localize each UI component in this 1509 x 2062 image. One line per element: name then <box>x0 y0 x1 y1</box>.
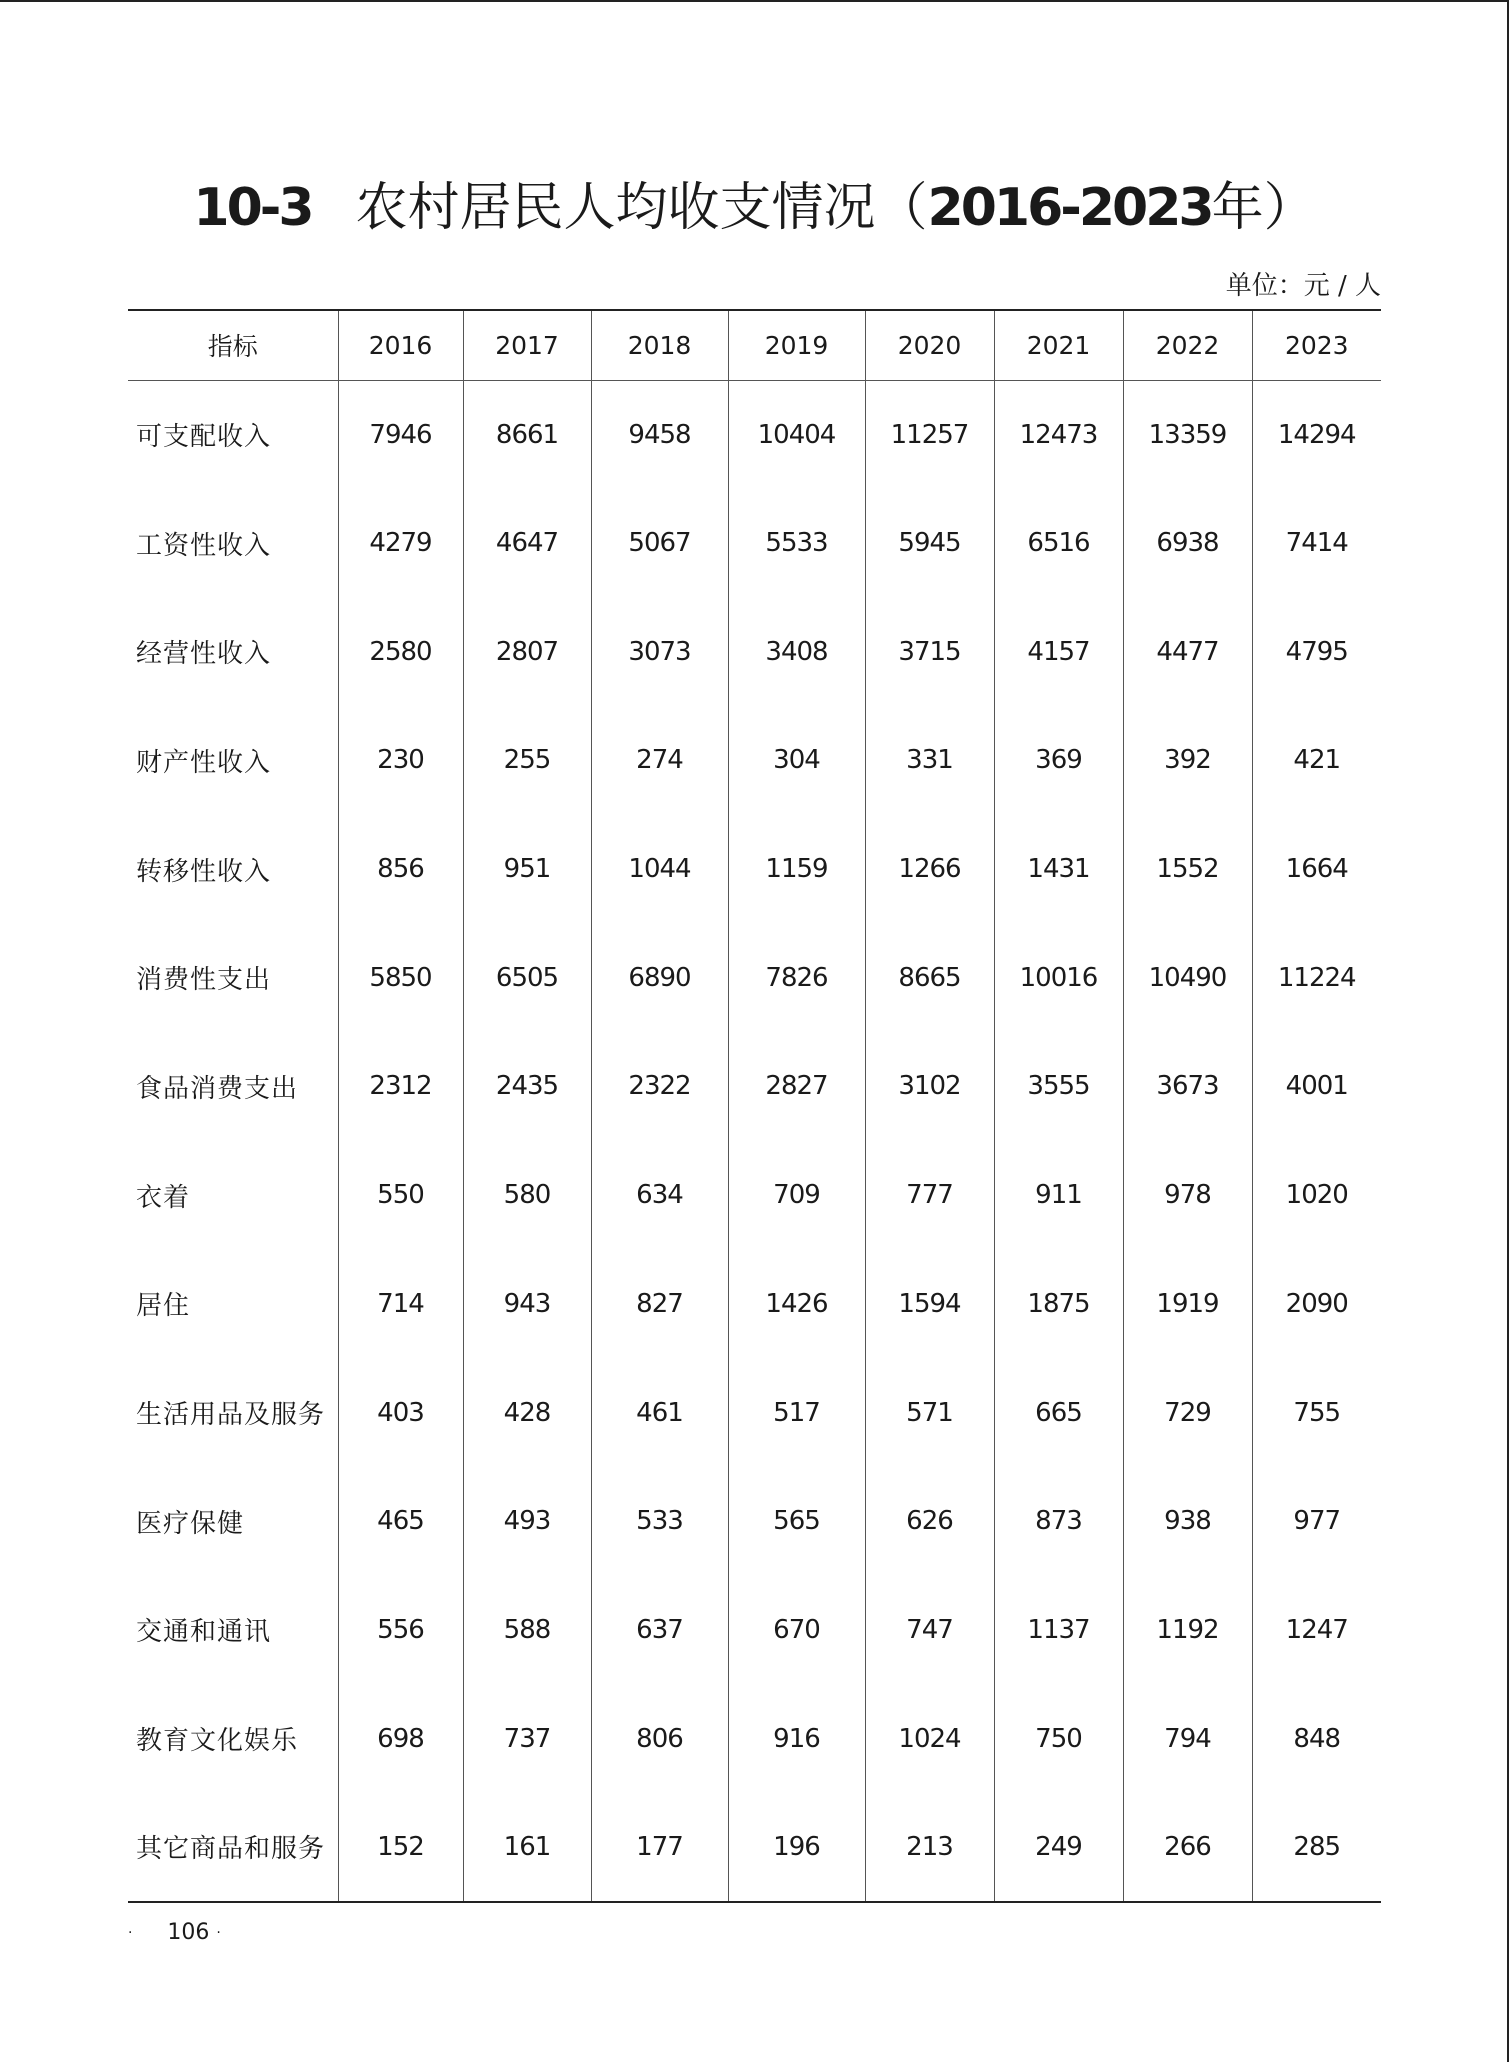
table-cell: 2322 <box>591 1032 728 1141</box>
table-cell: 565 <box>728 1467 865 1576</box>
table-cell: 11224 <box>1252 923 1381 1032</box>
table-cell: 10490 <box>1123 923 1252 1032</box>
table-cell: 249 <box>994 1793 1123 1902</box>
page-border-top <box>0 0 1509 2</box>
table-cell: 737 <box>463 1684 591 1793</box>
title-years: 2016-2023 <box>927 178 1212 238</box>
table-cell: 750 <box>994 1684 1123 1793</box>
table-cell: 571 <box>865 1358 994 1467</box>
table-cell: 580 <box>463 1141 591 1250</box>
table-cell: 714 <box>338 1250 463 1359</box>
table-cell: 161 <box>463 1793 591 1902</box>
table-cell: 152 <box>338 1793 463 1902</box>
table-cell: 6516 <box>994 489 1123 598</box>
table-cell: 4001 <box>1252 1032 1381 1141</box>
table-cell: 7826 <box>728 923 865 1032</box>
table-row <box>128 1250 1381 1359</box>
table-cell: 794 <box>1123 1684 1252 1793</box>
table-cell: 698 <box>338 1684 463 1793</box>
row-label: 转移性收入 <box>136 856 272 887</box>
table-cell: 5533 <box>728 489 865 598</box>
row-label: 居住 <box>136 1291 191 1322</box>
title-number: 10-3 <box>193 178 312 238</box>
table-cell: 827 <box>591 1250 728 1359</box>
table-cell: 4647 <box>463 489 591 598</box>
row-label: 可支配收入 <box>136 422 272 453</box>
table-cell: 848 <box>1252 1684 1381 1793</box>
table-cell: 729 <box>1123 1358 1252 1467</box>
table-cell: 6938 <box>1123 489 1252 598</box>
table-cell: 1159 <box>728 815 865 924</box>
header-year: 2020 <box>865 310 994 380</box>
table-cell: 3073 <box>591 597 728 706</box>
header-year: 2022 <box>1123 310 1252 380</box>
table-cell: 369 <box>994 706 1123 815</box>
table-cell: 4477 <box>1123 597 1252 706</box>
table-cell: 3408 <box>728 597 865 706</box>
title-suffix: 年） <box>1211 178 1316 238</box>
table-cell: 2435 <box>463 1032 591 1141</box>
header-year: 2018 <box>591 310 728 380</box>
table-cell: 461 <box>591 1358 728 1467</box>
row-label: 其它商品和服务 <box>128 1793 338 1902</box>
table-cell: 634 <box>591 1141 728 1250</box>
table-cell: 626 <box>865 1467 994 1576</box>
header-year: 2019 <box>728 310 865 380</box>
table-cell: 978 <box>1123 1141 1252 1250</box>
table-cell: 951 <box>463 815 591 924</box>
table-cell: 1020 <box>1252 1141 1381 1250</box>
table-cell: 255 <box>463 706 591 815</box>
table-cell: 4279 <box>338 489 463 598</box>
table-row <box>128 489 1381 598</box>
table-cell: 1266 <box>865 815 994 924</box>
table-cell: 1594 <box>865 1250 994 1359</box>
table-row <box>128 1467 1381 1576</box>
table-row <box>128 1032 1381 1141</box>
table-row <box>128 1793 1381 1902</box>
table-cell: 806 <box>591 1684 728 1793</box>
table-cell: 5067 <box>591 489 728 598</box>
table-row <box>128 1576 1381 1685</box>
table-cell: 12473 <box>994 380 1123 489</box>
table-cell: 9458 <box>591 380 728 489</box>
table-cell: 1875 <box>994 1250 1123 1359</box>
row-label: 消费性支出 <box>136 965 272 996</box>
table-cell: 2090 <box>1252 1250 1381 1359</box>
table-cell: 2580 <box>338 597 463 706</box>
table-row <box>128 1684 1381 1793</box>
table-cell: 1552 <box>1123 815 1252 924</box>
table-cell: 493 <box>463 1467 591 1576</box>
table-cell: 304 <box>728 706 865 815</box>
table-cell: 4157 <box>994 597 1123 706</box>
table-cell: 1044 <box>591 815 728 924</box>
table-cell: 5945 <box>865 489 994 598</box>
table-cell: 14294 <box>1252 380 1381 489</box>
table-cell: 6890 <box>591 923 728 1032</box>
table-row <box>128 815 1381 924</box>
table-cell: 1137 <box>994 1576 1123 1685</box>
table-cell: 10404 <box>728 380 865 489</box>
row-label: 财产性收入 <box>136 747 272 778</box>
table-cell: 8665 <box>865 923 994 1032</box>
header-year: 2016 <box>338 310 463 380</box>
row-label: 教育文化娱乐 <box>136 1726 299 1757</box>
table-cell: 266 <box>1123 1793 1252 1902</box>
row-label: 食品消费支出 <box>136 1073 299 1104</box>
table-row <box>128 597 1381 706</box>
table-cell: 177 <box>591 1793 728 1902</box>
page-number: 106 <box>167 1920 210 1945</box>
table-header-row <box>128 310 1381 380</box>
table-cell: 428 <box>463 1358 591 1467</box>
table-cell: 13359 <box>1123 380 1252 489</box>
table-cell: 755 <box>1252 1358 1381 1467</box>
table-cell: 556 <box>338 1576 463 1685</box>
table-cell: 856 <box>338 815 463 924</box>
table-cell: 5850 <box>338 923 463 1032</box>
table-row <box>128 1358 1381 1467</box>
unit-label: 单位：元 / 人 <box>1225 271 1381 301</box>
table-cell: 1192 <box>1123 1576 1252 1685</box>
table-cell: 665 <box>994 1358 1123 1467</box>
table-cell: 943 <box>463 1250 591 1359</box>
table-cell: 7946 <box>338 380 463 489</box>
table-cell: 938 <box>1123 1467 1252 1576</box>
table-cell: 196 <box>728 1793 865 1902</box>
table-cell: 1664 <box>1252 815 1381 924</box>
table-cell: 533 <box>591 1467 728 1576</box>
table-cell: 517 <box>728 1358 865 1467</box>
table-cell: 8661 <box>463 380 591 489</box>
table-cell: 285 <box>1252 1793 1381 1902</box>
table-row <box>128 923 1381 1032</box>
table-cell: 873 <box>994 1467 1123 1576</box>
table-row <box>128 380 1381 489</box>
table-cell: 1426 <box>728 1250 865 1359</box>
header-year: 2021 <box>994 310 1123 380</box>
table-cell: 403 <box>338 1358 463 1467</box>
title-text: 农村居民人均收支情况（ <box>355 178 928 238</box>
table-cell: 2312 <box>338 1032 463 1141</box>
table-cell: 11257 <box>865 380 994 489</box>
table-cell: 3102 <box>865 1032 994 1141</box>
table-cell: 1431 <box>994 815 1123 924</box>
table-cell: 777 <box>865 1141 994 1250</box>
row-label: 生活用品及服务 <box>136 1400 326 1431</box>
table-cell: 465 <box>338 1467 463 1576</box>
table-cell: 550 <box>338 1141 463 1250</box>
table-cell: 1247 <box>1252 1576 1381 1685</box>
row-label: 经营性收入 <box>136 639 272 670</box>
table-row <box>128 1141 1381 1250</box>
table-row <box>128 706 1381 815</box>
table-cell: 331 <box>865 706 994 815</box>
table-cell: 977 <box>1252 1467 1381 1576</box>
table-cell: 916 <box>728 1684 865 1793</box>
table-cell: 1024 <box>865 1684 994 1793</box>
table-cell: 7414 <box>1252 489 1381 598</box>
table-cell: 1919 <box>1123 1250 1252 1359</box>
row-label: 工资性收入 <box>136 530 272 561</box>
table-cell: 709 <box>728 1141 865 1250</box>
row-label: 交通和通讯 <box>136 1617 272 1648</box>
table-cell: 747 <box>865 1576 994 1685</box>
table-cell: 588 <box>463 1576 591 1685</box>
page-number-footer: · 106 · <box>128 1920 221 1945</box>
table-cell: 213 <box>865 1793 994 1902</box>
header-indicator: 指标 <box>128 310 338 380</box>
table-cell: 911 <box>994 1141 1123 1250</box>
table-cell: 421 <box>1252 706 1381 815</box>
table-cell: 3673 <box>1123 1032 1252 1141</box>
table-cell: 4795 <box>1252 597 1381 706</box>
table-body <box>128 380 1381 1902</box>
table-cell: 637 <box>591 1576 728 1685</box>
table-cell: 392 <box>1123 706 1252 815</box>
page-title <box>0 168 1509 248</box>
row-label: 医疗保健 <box>136 1508 245 1539</box>
header-year: 2017 <box>463 310 591 380</box>
table-cell: 2807 <box>463 597 591 706</box>
table-cell: 3715 <box>865 597 994 706</box>
row-label: 衣着 <box>136 1182 191 1213</box>
table-cell: 274 <box>591 706 728 815</box>
table-cell: 3555 <box>994 1032 1123 1141</box>
table-cell: 2827 <box>728 1032 865 1141</box>
header-year: 2023 <box>1252 310 1381 380</box>
table-cell: 670 <box>728 1576 865 1685</box>
table-cell: 6505 <box>463 923 591 1032</box>
income-expenditure-table <box>128 309 1381 1903</box>
table-cell: 10016 <box>994 923 1123 1032</box>
table-cell: 230 <box>338 706 463 815</box>
